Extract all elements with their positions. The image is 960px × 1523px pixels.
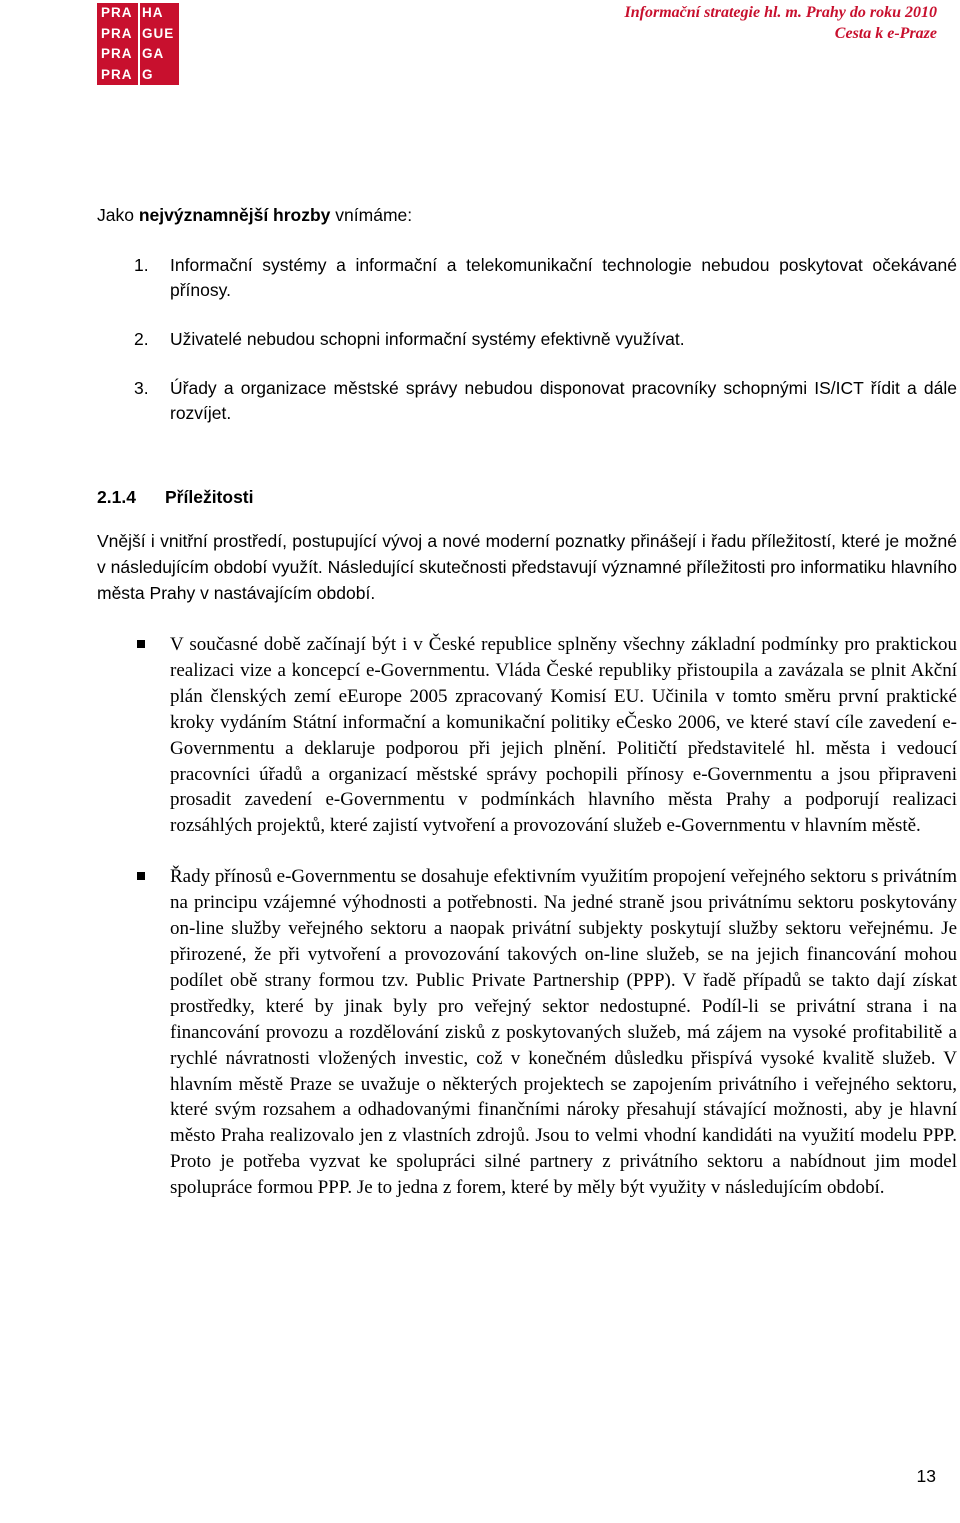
section-heading xyxy=(97,485,254,509)
body-paragraph: Vnější i vnitřní prostředí, postupující vývoj a nové moderní poznatky přinášejí i řadu příležitostí, které je možné v následujícím období využít. Následující skutečnosti představují významné příležitosti pro informatiku hlavního města Prahy v nastávajícím období. xyxy=(97,531,957,603)
bullet-text: Řady přínosů e-Governmentu se dosahuje efektivním využitím propojení veřejného sektoru s privátním na principu vzájemné výhodnosti a potřebnosti. Na jedné straně jsou privátnímu sektoru poskytovány on-line služby veřejného sektoru a naopak privátní subjekty poskytují služby sektoru veřejnému. Je přirozené, že při vytvoření a provozování takových on-line služeb, se na jejich financování mohou podílet obě strany formou tzv. Public Private Partnership (PPP). V řadě případů se takto dají získat prostředky, které by jinak byly pro veřejný sektor nedostupné. Podíl-li se privátní strana i na financování provozu a rozdělování zisků z poskytovaných služeb, má zájem na vysoké profitabilitě a rychlé návratnosti vložených investic, což v konečném důsledku přispívá vysoké kvalitě služeb. V hlavním městě Praze se uvažuje o některých projektech se zapojením privátního i veřejného sektoru, které svým rozsahem a odhadovanými finančními nároky přesahují stávající možnosti, aby je hlavní město Praha realizovalo jen z vlastních zdrojů. Jsou to velmi vhodní kandidáti na využití modelu PPP. Proto je potřeba vyzvat ke spolupráci silné partnery z privátního sektoru a nabídnout jim model spolupráce formou PPP. Je to jedna z forem, které by měly být využity v následujícím období. xyxy=(170,866,957,1199)
bullet-square-icon xyxy=(137,640,145,648)
list-item xyxy=(97,253,957,303)
intro-sentence xyxy=(97,203,412,227)
header-title: Informační strategie hl. m. Prahy do roku 2010 xyxy=(624,4,937,21)
bullet-item xyxy=(97,632,957,839)
bullet-square-icon xyxy=(137,872,145,880)
list-item xyxy=(97,376,957,426)
logo-text: HA xyxy=(142,5,164,20)
logo-text: G xyxy=(142,66,154,82)
intro-after: vnímáme: xyxy=(330,205,413,225)
page-number: 13 xyxy=(916,1466,936,1486)
list-number: 2. xyxy=(134,329,149,349)
praha-logo xyxy=(97,3,179,85)
logo-text: PRA xyxy=(101,5,133,20)
threats-list xyxy=(97,253,957,450)
list-number: 3. xyxy=(134,378,149,398)
list-text: Informační systémy a informační a telekomunikační technologie nebudou poskytovat očekávané přínosy. xyxy=(170,255,957,300)
intro-bold: nejvýznamnější hrozby xyxy=(138,205,331,225)
logo-text: PRA xyxy=(101,25,133,41)
running-header xyxy=(625,2,937,44)
list-text: Uživatelé nebudou schopni informační systémy efektivně využívat. xyxy=(170,329,685,349)
bullet-item xyxy=(97,864,957,1201)
intro-before: Jako xyxy=(97,205,139,225)
logo-text: GUE xyxy=(142,25,175,41)
section-title: Příležitosti xyxy=(165,487,254,507)
bullet-text: V současné době začínají být i v České republice splněny všechny základní podmínky pro praktickou realizaci vize a koncepcí e-Governmentu. Vláda České republiky přistoupila a zavázala se plnit Akční plán členských zemí eEurope 2005 zpracovaný Komisí EU. Učinila v tomto směru první praktické kroky vydáním Státní informační a komunikační politiky eČesko 2006, ve které staví cíle zavedení e-Governmentu a deklaruje podporou při jejich plnění. Političtí představitelé hl. města i vedoucí pracovníci úřadů a organizací městské správy pochopili přínosy e-Governmentu a jsou připraveni prosadit zavedení e-Governmentu v podmínkách hlavního města Prahy a podporují realizaci rozsáhlých projektů, které zajistí vytvoření a provozování služeb e-Governmentu v hlavním městě. xyxy=(170,634,957,837)
list-text: Úřady a organizace městské správy nebudou disponovat pracovníky schopnými IS/ICT řídit a dále rozvíjet. xyxy=(170,378,957,423)
logo-text: GA xyxy=(142,46,165,61)
logo-text: PRA xyxy=(101,46,133,61)
logo-divider xyxy=(138,3,140,85)
list-item xyxy=(97,327,957,352)
list-number: 1. xyxy=(134,255,149,275)
section-number: 2.1.4 xyxy=(97,487,136,507)
header-subtitle: Cesta k e-Praze xyxy=(834,25,937,42)
logo-text: PRA xyxy=(101,66,133,82)
bullet-list xyxy=(97,632,957,1226)
